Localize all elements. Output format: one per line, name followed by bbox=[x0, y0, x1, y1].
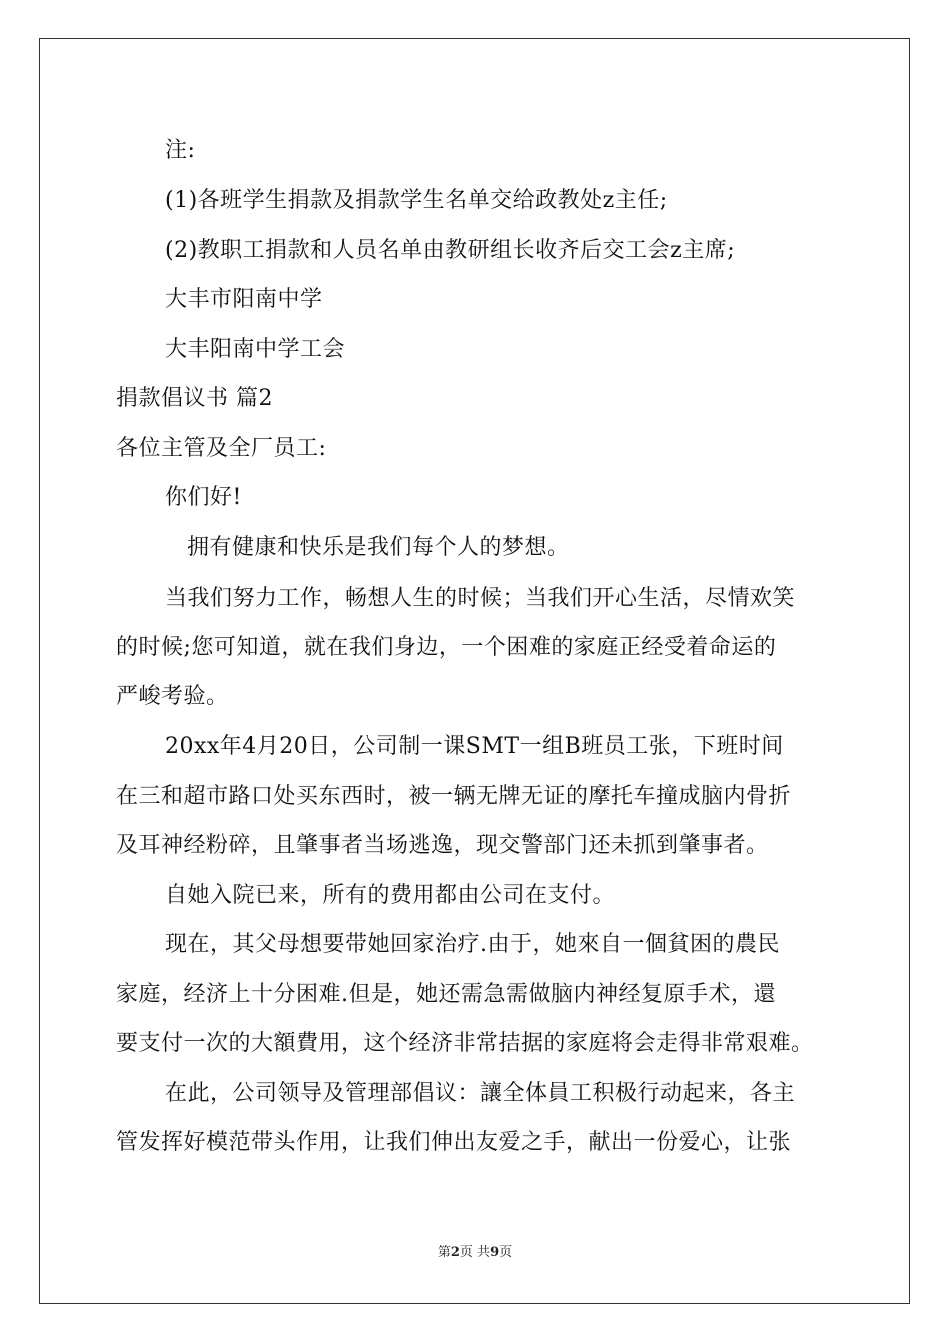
paragraph-line: 管发挥好模范带头作用，让我们伸出友爱之手，献出一份爱心，让张 bbox=[116, 1130, 792, 1155]
paragraph-line: 严峻考验。 bbox=[116, 684, 229, 709]
signature-union: 大丰阳南中学工会 bbox=[165, 337, 346, 362]
note-item-2: (2)教职工捐款和人员名单由教研组长收齐后交工会z主席; bbox=[165, 238, 736, 263]
paragraph-line: 20xx年4月20日，公司制一课SMT一组B班员工张，下班时间 bbox=[165, 734, 784, 759]
paragraph-line: 在三和超市路口处买东西时，被一辆无牌无证的摩托车撞成脑内骨折 bbox=[116, 784, 792, 809]
salutation: 各位主管及全厂员工: bbox=[116, 436, 327, 461]
paragraph-line: 家庭，经济上十分困难.但是，她还需急需做脑内神经复原手术，還 bbox=[116, 982, 776, 1007]
paragraph-line: 要支付一次的大額費用，这个经济非常拮据的家庭将会走得非常艰难。 bbox=[116, 1031, 814, 1056]
note-heading: 注: bbox=[165, 138, 196, 163]
signature-school: 大丰市阳南中学 bbox=[165, 287, 323, 312]
footer-prefix: 第 bbox=[437, 1245, 451, 1260]
total-page-count: 9 bbox=[490, 1245, 500, 1260]
paragraph-line: 拥有健康和快乐是我们每个人的梦想。 bbox=[187, 535, 570, 560]
paragraph-line: 自她入院已来，所有的费用都由公司在支付。 bbox=[165, 883, 616, 908]
paragraph-line: 现在，其父母想要带她回家治疗.由于，她來自一個貧困的農民 bbox=[165, 932, 780, 957]
paragraph-line: 当我们努力工作，畅想人生的时候；当我们开心生活，尽情欢笑 bbox=[165, 586, 796, 611]
paragraph-line: 及耳神经粉碎，且肇事者当场逃逸，现交警部门还未抓到肇事者。 bbox=[116, 833, 769, 858]
paragraph-line: 的时候;您可知道，就在我们身边，一个困难的家庭正经受着命运的 bbox=[116, 635, 777, 660]
greeting: 你们好! bbox=[165, 485, 242, 510]
current-page-number: 2 bbox=[450, 1245, 460, 1260]
paragraph-line: 在此，公司领导及管理部倡议：讓全体員工积极行动起来，各主 bbox=[165, 1081, 796, 1106]
footer-suffix: 页 bbox=[499, 1245, 513, 1260]
footer-middle: 页 共 bbox=[459, 1245, 491, 1260]
section-title: 捐款倡议书 篇2 bbox=[116, 386, 273, 411]
page-footer bbox=[0, 1244, 950, 1262]
page-border bbox=[39, 38, 910, 1304]
note-item-1: (1)各班学生捐款及捐款学生名单交给政教处z主任; bbox=[165, 188, 668, 213]
